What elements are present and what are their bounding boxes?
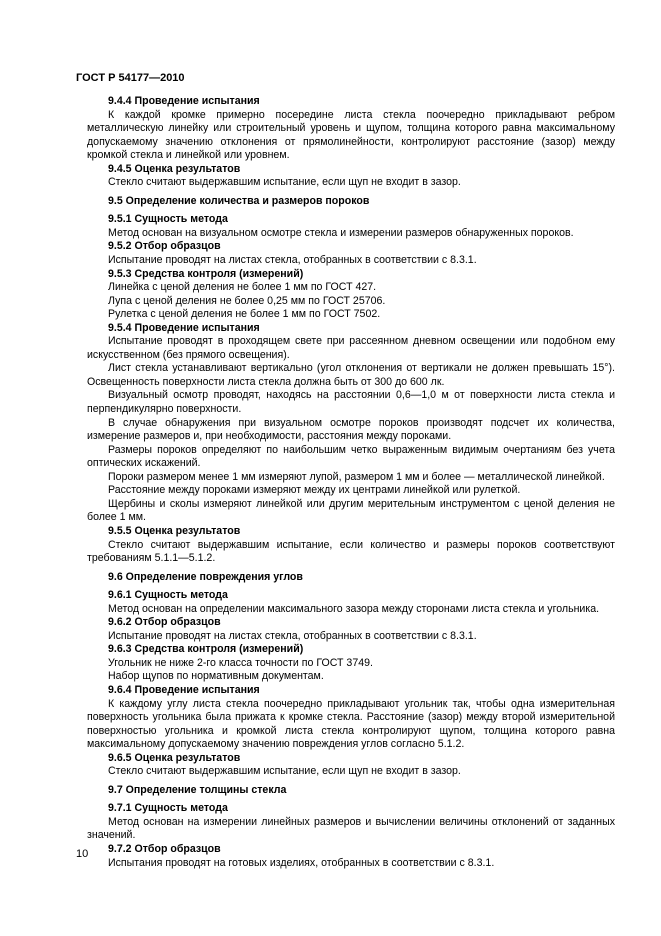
section-heading: 9.6.5 Оценка результатов: [108, 751, 241, 764]
paragraph: Метод основан на визуальном осмотре стекла и измерении размеров обнаруженных пороков.: [108, 226, 574, 239]
paragraph: Испытание проводят на листах стекла, отобранных в соответствии с 8.3.1.: [108, 254, 477, 267]
paragraph: Испытание проводят в проходящем свете при рассеянном дневном освещении или подобном ему искусственном (без прямого освещения).: [87, 335, 615, 361]
section-heading: 9.6 Определение повреждения углов: [108, 570, 303, 583]
paragraph: Пороки размером менее 1 мм измеряют лупой, размером 1 мм и более — металлической линейкой.: [108, 470, 605, 483]
section-heading: 9.7.2 Отбор образцов: [108, 842, 221, 855]
section-heading: 9.5.3 Средства контроля (измерений): [108, 267, 304, 280]
paragraph: Визуальный осмотр проводят, находясь на расстоянии 0,6—1,0 м от поверхности листа стекла и перпендикулярно поверхности.: [87, 389, 615, 416]
section-heading: 9.5.2 Отбор образцов: [108, 240, 221, 253]
page-number: 10: [76, 848, 89, 860]
section-heading: 9.5 Определение количества и размеров пороков: [108, 194, 370, 207]
document-code: ГОСТ Р 54177—2010: [76, 72, 185, 84]
section-heading: 9.6.4 Проведение испытания: [108, 683, 260, 696]
paragraph: Расстояние между пороками измеряют между их центрами линейкой или рулеткой.: [108, 484, 521, 497]
paragraph: Линейка с ценой деления не более 1 мм по ГОСТ 427.: [108, 281, 377, 294]
paragraph: Стекло считают выдержавшим испытание, если щуп не входит в зазор.: [108, 765, 461, 778]
section-heading: 9.4.5 Оценка результатов: [108, 162, 241, 175]
section-heading: 9.7.1 Сущность метода: [108, 802, 228, 815]
paragraph: Испытание проводят на листах стекла, отобранных в соответствии с 8.3.1.: [108, 629, 477, 642]
paragraph: Щербины и сколы измеряют линейкой или другим мерительным инструментом с ценой деления не более 1 мм.: [87, 497, 615, 524]
paragraph: Размеры пороков определяют по наибольшим четко выраженным видимым очертаниям без учета оптических искажений.: [87, 443, 615, 470]
paragraph: Испытания проводят на готовых изделиях, отобранных в соответствии с 8.3.1.: [108, 856, 495, 869]
paragraph: Метод основан на измерении линейных размеров и вычислении величины отклонений от заданных значений.: [87, 815, 615, 842]
paragraph: Метод основан на определении максимального зазора между сторонами листа стекла и угольника.: [108, 602, 600, 615]
section-heading: 9.6.1 Сущность метода: [108, 589, 228, 602]
section-heading: 9.6.2 Отбор образцов: [108, 616, 221, 629]
section-heading: 9.4.4 Проведение испытания: [108, 95, 260, 107]
paragraph: Угольник не ниже 2-го класса точности по ГОСТ 3749.: [108, 656, 373, 669]
paragraph: Стекло считают выдержавшим испытание, если количество и размеры пороков соответствуют требованиям 5.1.1—5.1.2.: [87, 538, 615, 565]
section-heading: 9.7 Определение толщины стекла: [108, 783, 287, 796]
paragraph: В случае обнаружения при визуальном осмотре пороков производят подсчет их количества, измерение размеров и, при необходимости, расстояния между пороками.: [87, 416, 615, 443]
paragraph: Рулетка с ценой деления не более 1 мм по ГОСТ 7502.: [108, 308, 381, 321]
paragraph: Набор щупов по нормативным документам.: [108, 670, 324, 683]
paragraph: Лист стекла устанавливают вертикально (угол отклонения от вертикали не должен превышать 15°). Освещенность поверхности листа стекла должна быть от 300 до 600 лк.: [87, 362, 615, 388]
paragraph: Стекло считают выдержавшим испытание, если щуп не входит в зазор.: [108, 176, 461, 189]
section-heading: 9.5.5 Оценка результатов: [108, 524, 241, 537]
paragraph: К каждому углу листа стекла поочередно прикладывают угольник так, чтобы одна измерительная поверхность угольника была прижата к кромке стекла. Расстояние (зазор) между второй измерительной поверхностью угольника и кромкой листа стекла контролируют щупом, толщина которого равна максимальному допускаемому значению повреждения углов согласно 5.1.2.: [87, 697, 615, 751]
section-heading: 9.5.1 Сущность метода: [108, 213, 228, 226]
document-body: [87, 95, 615, 870]
section-heading: 9.6.3 Средства контроля (измерений): [108, 643, 304, 656]
paragraph: Лупа с ценой деления не более 0,25 мм по ГОСТ 25706.: [108, 294, 386, 307]
section-heading: 9.5.4 Проведение испытания: [108, 321, 260, 334]
paragraph: К каждой кромке примерно посередине листа стекла поочередно прикладывают ребром металлическую линейку или строительный уровень и щупом, толщина которого равна максимальному допускаемому значению отклонения от прямолинейности, контролируют расстояние (зазор) между кромкой стекла и линейкой или уровнем.: [87, 108, 615, 162]
